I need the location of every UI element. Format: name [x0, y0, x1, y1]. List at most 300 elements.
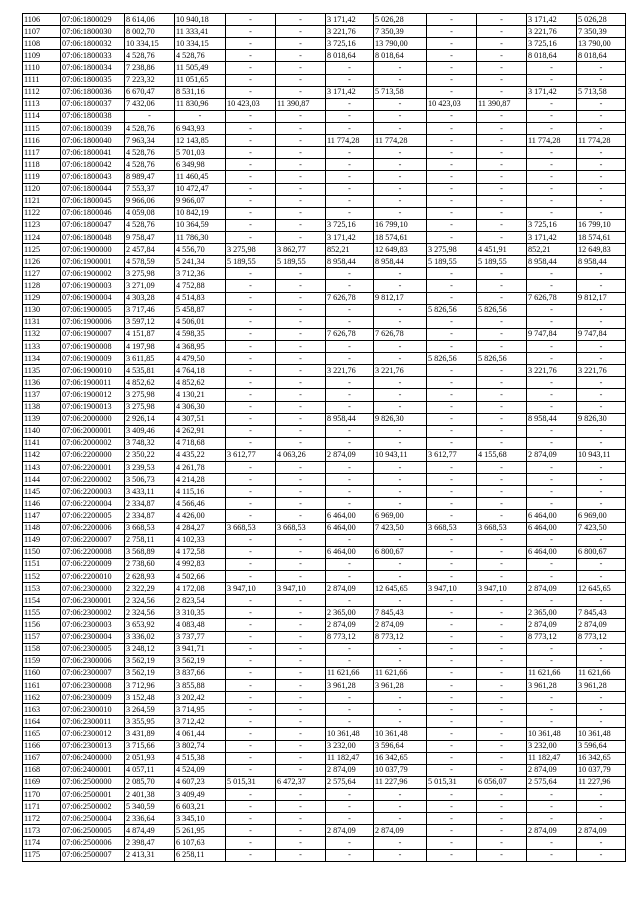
value-cell: 4 172,08 [175, 583, 226, 595]
value-cell: - [527, 401, 577, 413]
table-row [23, 704, 626, 716]
value-cell: 6 464,00 [527, 546, 577, 558]
value-cell: - [226, 752, 276, 764]
value-cell: 3 275,98 [427, 244, 477, 256]
value-cell: - [276, 340, 326, 352]
value-cell: - [577, 122, 626, 134]
row-number-cell: 1152 [23, 571, 61, 583]
row-number-cell: 1153 [23, 583, 61, 595]
value-cell: - [276, 219, 326, 231]
table-row [23, 14, 626, 26]
row-number-cell: 1110 [23, 62, 61, 74]
value-cell: 4 197,98 [125, 340, 175, 352]
value-cell: - [577, 74, 626, 86]
value-cell: - [427, 207, 477, 219]
code-cell: 07:06:2300008 [61, 680, 125, 692]
value-cell: - [427, 389, 477, 401]
value-cell: 10 842,19 [175, 207, 226, 219]
value-cell: 4 303,28 [125, 292, 175, 304]
value-cell: - [276, 474, 326, 486]
value-cell: 3 596,64 [577, 740, 626, 752]
value-cell: 10 943,11 [374, 449, 427, 461]
value-cell: 3 597,12 [125, 316, 175, 328]
table-row [23, 825, 626, 837]
value-cell: - [477, 231, 527, 243]
row-number-cell: 1119 [23, 171, 61, 183]
value-cell: 11 227,96 [577, 776, 626, 788]
value-cell: - [374, 377, 427, 389]
value-cell: - [427, 280, 477, 292]
value-cell: - [427, 462, 477, 474]
value-cell: 2 874,09 [527, 764, 577, 776]
value-cell: 4 528,76 [125, 122, 175, 134]
value-cell: - [276, 643, 326, 655]
value-cell: - [326, 849, 374, 861]
code-cell: 07:06:2200007 [61, 534, 125, 546]
value-cell: 3 409,49 [175, 789, 226, 801]
value-cell: - [427, 716, 477, 728]
value-cell: - [226, 328, 276, 340]
value-cell: - [577, 655, 626, 667]
value-cell: - [226, 680, 276, 692]
table-row [23, 365, 626, 377]
value-cell: - [427, 607, 477, 619]
value-cell: - [577, 280, 626, 292]
value-cell: 5 458,87 [175, 304, 226, 316]
value-cell: - [226, 171, 276, 183]
value-cell: 5 261,95 [175, 825, 226, 837]
value-cell: 4 852,62 [125, 377, 175, 389]
code-cell: 07:06:1900004 [61, 292, 125, 304]
value-cell: 8 958,44 [374, 256, 427, 268]
value-cell: 3 941,71 [175, 643, 226, 655]
value-cell: - [477, 498, 527, 510]
value-cell: - [374, 801, 427, 813]
value-cell: - [527, 801, 577, 813]
value-cell: 5 189,55 [427, 256, 477, 268]
value-cell: 7 553,37 [125, 183, 175, 195]
value-cell: - [527, 195, 577, 207]
code-cell: 07:06:1800036 [61, 86, 125, 98]
code-cell: 07:06:1900003 [61, 280, 125, 292]
value-cell: - [577, 716, 626, 728]
value-cell: 3 355,95 [125, 716, 175, 728]
value-cell: - [577, 498, 626, 510]
value-cell: - [226, 534, 276, 546]
value-cell: - [477, 534, 527, 546]
value-cell: 4 528,76 [125, 147, 175, 159]
value-cell: 4 528,76 [175, 50, 226, 62]
table-row [23, 353, 626, 365]
value-cell: 3 336,02 [125, 631, 175, 643]
table-row [23, 498, 626, 510]
value-cell: - [276, 389, 326, 401]
value-cell: 8 989,47 [125, 171, 175, 183]
row-number-cell: 1106 [23, 14, 61, 26]
value-cell: - [477, 764, 527, 776]
value-cell: 12 649,83 [374, 244, 427, 256]
value-cell: - [427, 425, 477, 437]
value-cell: 8 773,12 [527, 631, 577, 643]
value-cell: 5 713,58 [577, 86, 626, 98]
value-cell: - [477, 171, 527, 183]
value-cell: - [577, 571, 626, 583]
value-cell: 5 713,58 [374, 86, 427, 98]
row-number-cell: 1173 [23, 825, 61, 837]
value-cell: - [326, 171, 374, 183]
value-cell: - [226, 510, 276, 522]
row-number-cell: 1175 [23, 849, 61, 861]
table-row [23, 98, 626, 110]
value-cell: 3 668,53 [276, 522, 326, 534]
value-cell: 11 621,66 [374, 667, 427, 679]
value-cell: - [427, 728, 477, 740]
value-cell: 6 464,00 [326, 546, 374, 558]
value-cell: 5 026,28 [374, 14, 427, 26]
value-cell: - [577, 171, 626, 183]
code-cell: 07:06:1800043 [61, 171, 125, 183]
value-cell: - [326, 401, 374, 413]
value-cell: 5 189,55 [276, 256, 326, 268]
value-cell: - [527, 304, 577, 316]
value-cell: 5 826,56 [427, 353, 477, 365]
code-cell: 07:06:2400000 [61, 752, 125, 764]
row-number-cell: 1141 [23, 437, 61, 449]
value-cell: - [577, 183, 626, 195]
row-number-cell: 1158 [23, 643, 61, 655]
value-cell: 3 152,48 [125, 692, 175, 704]
value-cell: - [374, 474, 427, 486]
row-number-cell: 1127 [23, 268, 61, 280]
value-cell: - [527, 704, 577, 716]
table-row [23, 595, 626, 607]
value-cell: - [527, 207, 577, 219]
value-cell: 3 668,53 [427, 522, 477, 534]
value-cell: 12 645,65 [577, 583, 626, 595]
row-number-cell: 1114 [23, 110, 61, 122]
value-cell: - [527, 534, 577, 546]
value-cell: - [226, 14, 276, 26]
value-cell: - [226, 62, 276, 74]
value-cell: - [226, 728, 276, 740]
value-cell: - [276, 353, 326, 365]
value-cell: 3 221,76 [326, 26, 374, 38]
value-cell: - [276, 316, 326, 328]
value-cell: - [477, 680, 527, 692]
value-cell: - [527, 837, 577, 849]
value-cell: 3 653,92 [125, 619, 175, 631]
value-cell: 5 241,34 [175, 256, 226, 268]
value-cell: - [226, 122, 276, 134]
value-cell: - [276, 50, 326, 62]
value-cell: 3 712,96 [125, 680, 175, 692]
value-cell: - [226, 607, 276, 619]
value-cell: - [374, 280, 427, 292]
value-cell: - [374, 304, 427, 316]
value-cell: - [226, 231, 276, 243]
value-cell: - [477, 849, 527, 861]
value-cell: - [427, 813, 477, 825]
value-cell: - [226, 619, 276, 631]
value-cell: - [226, 825, 276, 837]
value-cell: - [276, 498, 326, 510]
value-cell: 16 799,10 [374, 219, 427, 231]
value-cell: - [527, 655, 577, 667]
value-cell: 3 802,74 [175, 740, 226, 752]
value-cell: - [427, 849, 477, 861]
row-number-cell: 1120 [23, 183, 61, 195]
value-cell: 12 143,85 [175, 135, 226, 147]
table-row [23, 110, 626, 122]
value-cell: 3 715,66 [125, 740, 175, 752]
value-cell: 10 423,03 [427, 98, 477, 110]
value-cell: 4 578,59 [125, 256, 175, 268]
value-cell: 3 562,19 [175, 655, 226, 667]
value-cell: - [326, 183, 374, 195]
value-cell: 11 621,66 [326, 667, 374, 679]
row-number-cell: 1160 [23, 667, 61, 679]
value-cell: 3 221,76 [527, 365, 577, 377]
value-cell: 3 171,42 [527, 231, 577, 243]
row-number-cell: 1164 [23, 716, 61, 728]
row-number-cell: 1168 [23, 764, 61, 776]
value-cell: 16 342,65 [374, 752, 427, 764]
code-cell: 07:06:2500002 [61, 801, 125, 813]
table-row [23, 449, 626, 461]
value-cell: - [226, 571, 276, 583]
value-cell: 18 574,61 [374, 231, 427, 243]
value-cell: - [276, 849, 326, 861]
value-cell: - [477, 486, 527, 498]
table-row [23, 764, 626, 776]
table-row [23, 655, 626, 667]
value-cell: 2 398,47 [125, 837, 175, 849]
value-cell: - [326, 110, 374, 122]
value-cell: 8 773,12 [326, 631, 374, 643]
value-cell: 8 018,64 [374, 50, 427, 62]
value-cell: - [427, 231, 477, 243]
value-cell: 10 943,11 [577, 449, 626, 461]
value-cell: - [427, 692, 477, 704]
code-cell: 07:06:1900010 [61, 365, 125, 377]
value-cell: - [276, 607, 326, 619]
value-cell: - [427, 110, 477, 122]
code-cell: 07:06:2300010 [61, 704, 125, 716]
table-row [23, 571, 626, 583]
value-cell: - [226, 595, 276, 607]
table-row [23, 159, 626, 171]
value-cell: 4 528,76 [125, 50, 175, 62]
value-cell: 3 837,66 [175, 667, 226, 679]
code-cell: 07:06:2300011 [61, 716, 125, 728]
value-cell: 2 628,93 [125, 571, 175, 583]
value-cell: 9 747,84 [527, 328, 577, 340]
value-cell: 3 264,59 [125, 704, 175, 716]
value-cell: 9 747,84 [577, 328, 626, 340]
value-cell: 11 182,47 [527, 752, 577, 764]
value-cell: 4 130,21 [175, 389, 226, 401]
value-cell: - [577, 534, 626, 546]
value-cell: - [276, 147, 326, 159]
code-cell: 07:06:2500004 [61, 813, 125, 825]
code-cell: 07:06:1900013 [61, 401, 125, 413]
value-cell: - [276, 546, 326, 558]
value-cell: 3 248,12 [125, 643, 175, 655]
value-cell: 7 626,78 [374, 328, 427, 340]
row-number-cell: 1170 [23, 789, 61, 801]
code-cell: 07:06:2200008 [61, 546, 125, 558]
value-cell: 7 626,78 [326, 292, 374, 304]
table-row [23, 716, 626, 728]
value-cell: 852,21 [527, 244, 577, 256]
value-cell: 3 171,42 [326, 86, 374, 98]
value-cell: 4 151,87 [125, 328, 175, 340]
value-cell: 10 037,79 [374, 764, 427, 776]
value-cell: - [226, 147, 276, 159]
value-cell: - [477, 716, 527, 728]
value-cell: - [527, 340, 577, 352]
value-cell: - [276, 558, 326, 570]
value-cell: - [226, 558, 276, 570]
value-cell: - [427, 534, 477, 546]
value-cell: - [427, 764, 477, 776]
value-cell: 6 349,98 [175, 159, 226, 171]
row-number-cell: 1165 [23, 728, 61, 740]
table-row [23, 135, 626, 147]
value-cell: - [374, 425, 427, 437]
value-cell: 3 568,89 [125, 546, 175, 558]
value-cell: - [226, 849, 276, 861]
value-cell: 7 423,50 [374, 522, 427, 534]
value-cell: - [477, 655, 527, 667]
value-cell: 4 262,91 [175, 425, 226, 437]
value-cell: - [477, 74, 527, 86]
value-cell: - [577, 389, 626, 401]
value-cell: 5 015,31 [427, 776, 477, 788]
value-cell: - [527, 849, 577, 861]
row-number-cell: 1130 [23, 304, 61, 316]
value-cell: - [427, 365, 477, 377]
row-number-cell: 1149 [23, 534, 61, 546]
value-cell: - [374, 704, 427, 716]
value-cell: - [527, 147, 577, 159]
value-cell: - [276, 571, 326, 583]
value-cell: - [374, 534, 427, 546]
value-cell: 2 874,09 [326, 764, 374, 776]
value-cell: - [577, 159, 626, 171]
table-row [23, 413, 626, 425]
value-cell: 3 310,35 [175, 607, 226, 619]
value-cell: 8 773,12 [374, 631, 427, 643]
value-cell: 3 239,53 [125, 462, 175, 474]
code-cell: 07:06:2300005 [61, 643, 125, 655]
value-cell: 4 063,26 [276, 449, 326, 461]
value-cell: 7 845,43 [374, 607, 427, 619]
value-cell: 3 171,42 [527, 14, 577, 26]
value-cell: - [326, 692, 374, 704]
table-row [23, 377, 626, 389]
value-cell: 2 823,54 [175, 595, 226, 607]
value-cell: - [374, 353, 427, 365]
code-cell: 07:06:2300000 [61, 583, 125, 595]
value-cell: - [527, 595, 577, 607]
table-row [23, 607, 626, 619]
value-cell: - [326, 62, 374, 74]
code-cell: 07:06:2200003 [61, 486, 125, 498]
value-cell: 2 350,22 [125, 449, 175, 461]
table-row [23, 122, 626, 134]
value-cell: - [276, 377, 326, 389]
value-cell: - [226, 86, 276, 98]
value-cell: - [326, 801, 374, 813]
value-cell: - [477, 316, 527, 328]
value-cell: - [427, 801, 477, 813]
value-cell: - [374, 268, 427, 280]
value-cell: - [577, 110, 626, 122]
value-cell: - [276, 789, 326, 801]
row-number-cell: 1144 [23, 474, 61, 486]
value-cell: 4 155,68 [477, 449, 527, 461]
value-cell: - [527, 789, 577, 801]
row-number-cell: 1124 [23, 231, 61, 243]
row-number-cell: 1157 [23, 631, 61, 643]
value-cell: 3 275,98 [125, 268, 175, 280]
value-cell: 2 926,14 [125, 413, 175, 425]
value-cell: 8 531,16 [175, 86, 226, 98]
value-cell: - [326, 716, 374, 728]
value-cell: 3 668,53 [125, 522, 175, 534]
code-cell: 07:06:1800045 [61, 195, 125, 207]
value-cell: - [326, 353, 374, 365]
table-row [23, 304, 626, 316]
row-number-cell: 1132 [23, 328, 61, 340]
row-number-cell: 1131 [23, 316, 61, 328]
value-cell: 3 611,85 [125, 353, 175, 365]
value-cell: - [477, 340, 527, 352]
value-cell: - [276, 231, 326, 243]
value-cell: 4 057,11 [125, 764, 175, 776]
value-cell: 3 275,98 [226, 244, 276, 256]
value-cell: - [276, 704, 326, 716]
value-cell: - [276, 171, 326, 183]
value-cell: - [374, 98, 427, 110]
value-cell: - [427, 558, 477, 570]
value-cell: - [276, 207, 326, 219]
table-row [23, 462, 626, 474]
value-cell: 6 800,67 [577, 546, 626, 558]
value-cell: - [477, 546, 527, 558]
value-cell: - [226, 135, 276, 147]
table-row [23, 425, 626, 437]
row-number-cell: 1155 [23, 607, 61, 619]
value-cell: - [477, 38, 527, 50]
value-cell: - [427, 667, 477, 679]
value-cell: 4 214,28 [175, 474, 226, 486]
value-cell: - [276, 413, 326, 425]
table-row [23, 38, 626, 50]
value-cell: - [326, 462, 374, 474]
value-cell: - [326, 534, 374, 546]
value-cell: - [577, 304, 626, 316]
value-cell: 4 514,83 [175, 292, 226, 304]
value-cell: - [374, 316, 427, 328]
code-cell: 07:06:2500001 [61, 789, 125, 801]
value-cell: 2 874,09 [527, 825, 577, 837]
value-cell: - [374, 207, 427, 219]
row-number-cell: 1172 [23, 813, 61, 825]
code-cell: 07:06:1900011 [61, 377, 125, 389]
value-cell: 8 958,44 [527, 256, 577, 268]
